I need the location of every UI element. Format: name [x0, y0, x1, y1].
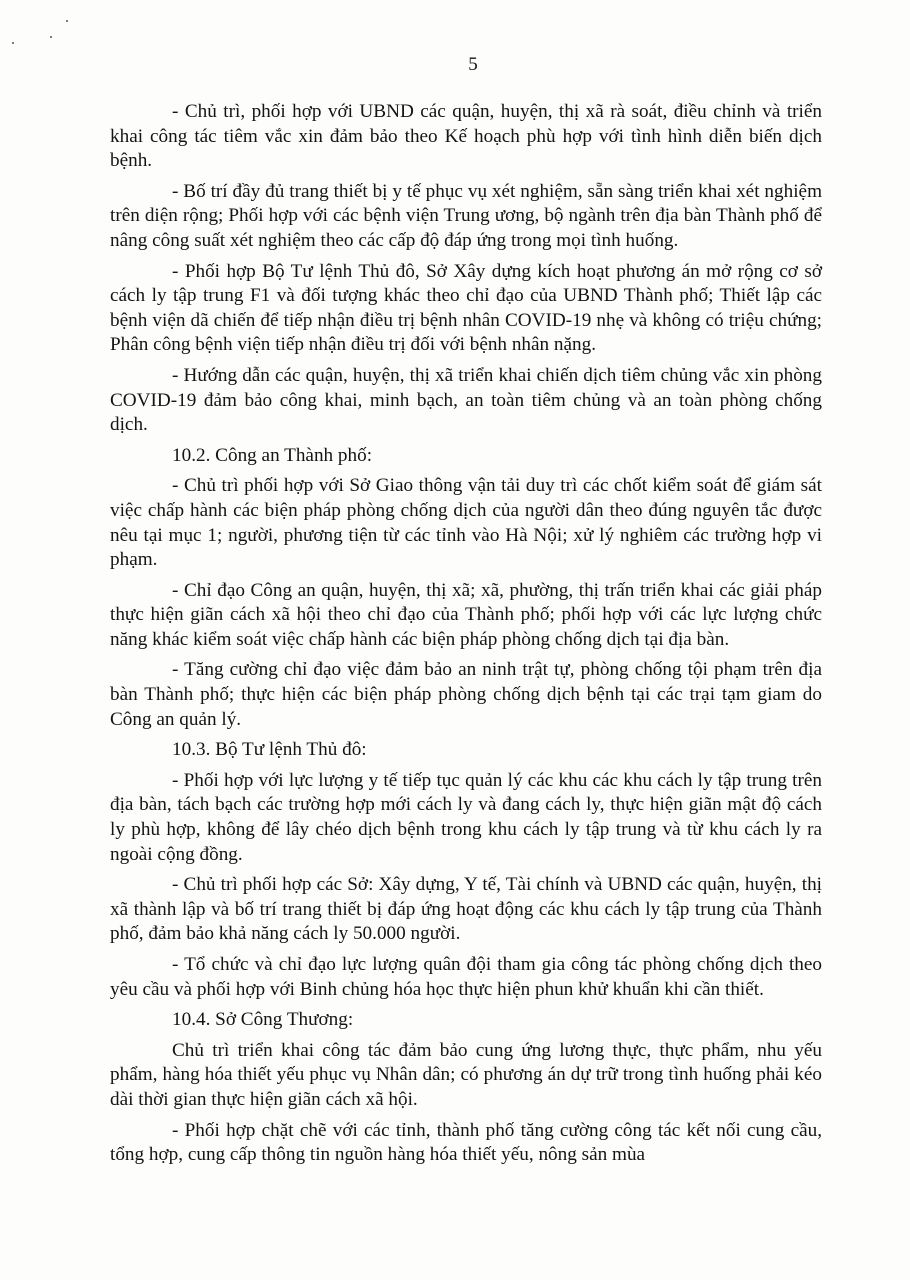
- body-paragraph: - Phối hợp chặt chẽ với các tỉnh, thành phố tăng cường công tác kết nối cung cầu, tổng hợp, cung cấp thông tin nguồn hàng hóa thiết yếu, nông sản mùa: [110, 1119, 822, 1166]
- body-paragraph: Chủ trì triển khai công tác đảm bảo cung ứng lương thực, thực phẩm, nhu yếu phẩm, hàng hóa thiết yếu phục vụ Nhân dân; có phương án dự trữ trong tình huống phải kéo dài thời gian thực hiện giãn cách xã hội.: [110, 1039, 822, 1110]
- body-paragraph: - Chỉ đạo Công an quận, huyện, thị xã; xã, phường, thị trấn triển khai các giải pháp thực hiện giãn cách xã hội theo chỉ đạo của Thành phố; phối hợp với các lực lượng chức năng khác kiểm soát việc chấp hành các biện pháp phòng chống dịch tại địa bàn.: [110, 579, 822, 650]
- section-heading: 10.4. Sở Công Thương:: [172, 1009, 354, 1031]
- page-number: 5: [468, 54, 478, 75]
- body-paragraph: - Chủ trì phối hợp với Sở Giao thông vận tải duy trì các chốt kiểm soát để giám sát việc chấp hành các biện pháp phòng chống dịch của người dân theo đúng nguyên tắc được nêu tại mục 1; người, phương tiện từ các tỉnh vào Hà Nội; xử lý nghiêm các trường hợp vi phạm.: [110, 475, 822, 571]
- scan-speck: [50, 36, 52, 38]
- body-paragraph: - Hướng dẫn các quận, huyện, thị xã triển khai chiến dịch tiêm chủng vắc xin phòng COVID-19 đảm bảo công khai, minh bạch, an toàn tiêm chủng và an toàn phòng chống dịch.: [110, 364, 822, 436]
- body-paragraph: - Phối hợp với lực lượng y tế tiếp tục quản lý các khu các khu cách ly tập trung trên địa bàn, tách bạch các trường hợp mới cách ly và đang cách ly, thực hiện giãn mật độ cách ly phù hợp, không để lây chéo dịch bệnh trong khu cách ly tập trung và từ khu cách ly ra ngoài cộng đồng.: [110, 769, 822, 865]
- scan-speck: [66, 20, 68, 22]
- body-paragraph: - Tổ chức và chỉ đạo lực lượng quân đội tham gia công tác phòng chống dịch theo yêu cầu và phối hợp với Binh chủng hóa học thực hiện phun khử khuẩn khi cần thiết.: [110, 954, 822, 1000]
- section-heading: 10.3. Bộ Tư lệnh Thủ đô:: [172, 739, 367, 761]
- section-heading: 10.2. Công an Thành phố:: [172, 444, 373, 466]
- body-paragraph: - Tăng cường chỉ đạo việc đảm bảo an ninh trật tự, phòng chống tội phạm trên địa bàn Thành phố; thực hiện các biện pháp phòng chống dịch bệnh tại các trại tạm giam do Công an quản lý.: [110, 659, 822, 730]
- body-paragraph: - Bố trí đầy đủ trang thiết bị y tế phục vụ xét nghiệm, sẵn sàng triển khai xét nghiệm trên diện rộng; Phối hợp với các bệnh viện Trung ương, bộ ngành trên địa bàn Thành phố để nâng công suất xét nghiệm theo các cấp độ đáp ứng trong mọi tình huống.: [110, 180, 822, 251]
- body-paragraph: - Phối hợp Bộ Tư lệnh Thủ đô, Sở Xây dựng kích hoạt phương án mở rộng cơ sở cách ly tập trung F1 và đối tượng khác theo chỉ đạo của UBND Thành phố; Thiết lập các bệnh viện dã chiến để tiếp nhận điều trị bệnh nhân COVID-19 nhẹ và không có triệu chứng; Phân công bệnh viện tiếp nhận điều trị đối với bệnh nhân nặng.: [110, 260, 822, 356]
- body-paragraph: - Chủ trì phối hợp các Sở: Xây dựng, Y tế, Tài chính và UBND các quận, huyện, thị xã thành lập và bố trí trang thiết bị đáp ứng hoạt động các khu cách ly tập trung của Thành phố, đảm bảo khả năng cách ly 50.000 người.: [110, 874, 822, 945]
- document-body: [110, 100, 822, 1174]
- body-paragraph: - Chủ trì, phối hợp với UBND các quận, huyện, thị xã rà soát, điều chỉnh và triển khai công tác tiêm vắc xin đảm bảo theo Kế hoạch phù hợp với tình hình diễn biến dịch bệnh.: [110, 101, 822, 172]
- scan-speck: [12, 42, 14, 44]
